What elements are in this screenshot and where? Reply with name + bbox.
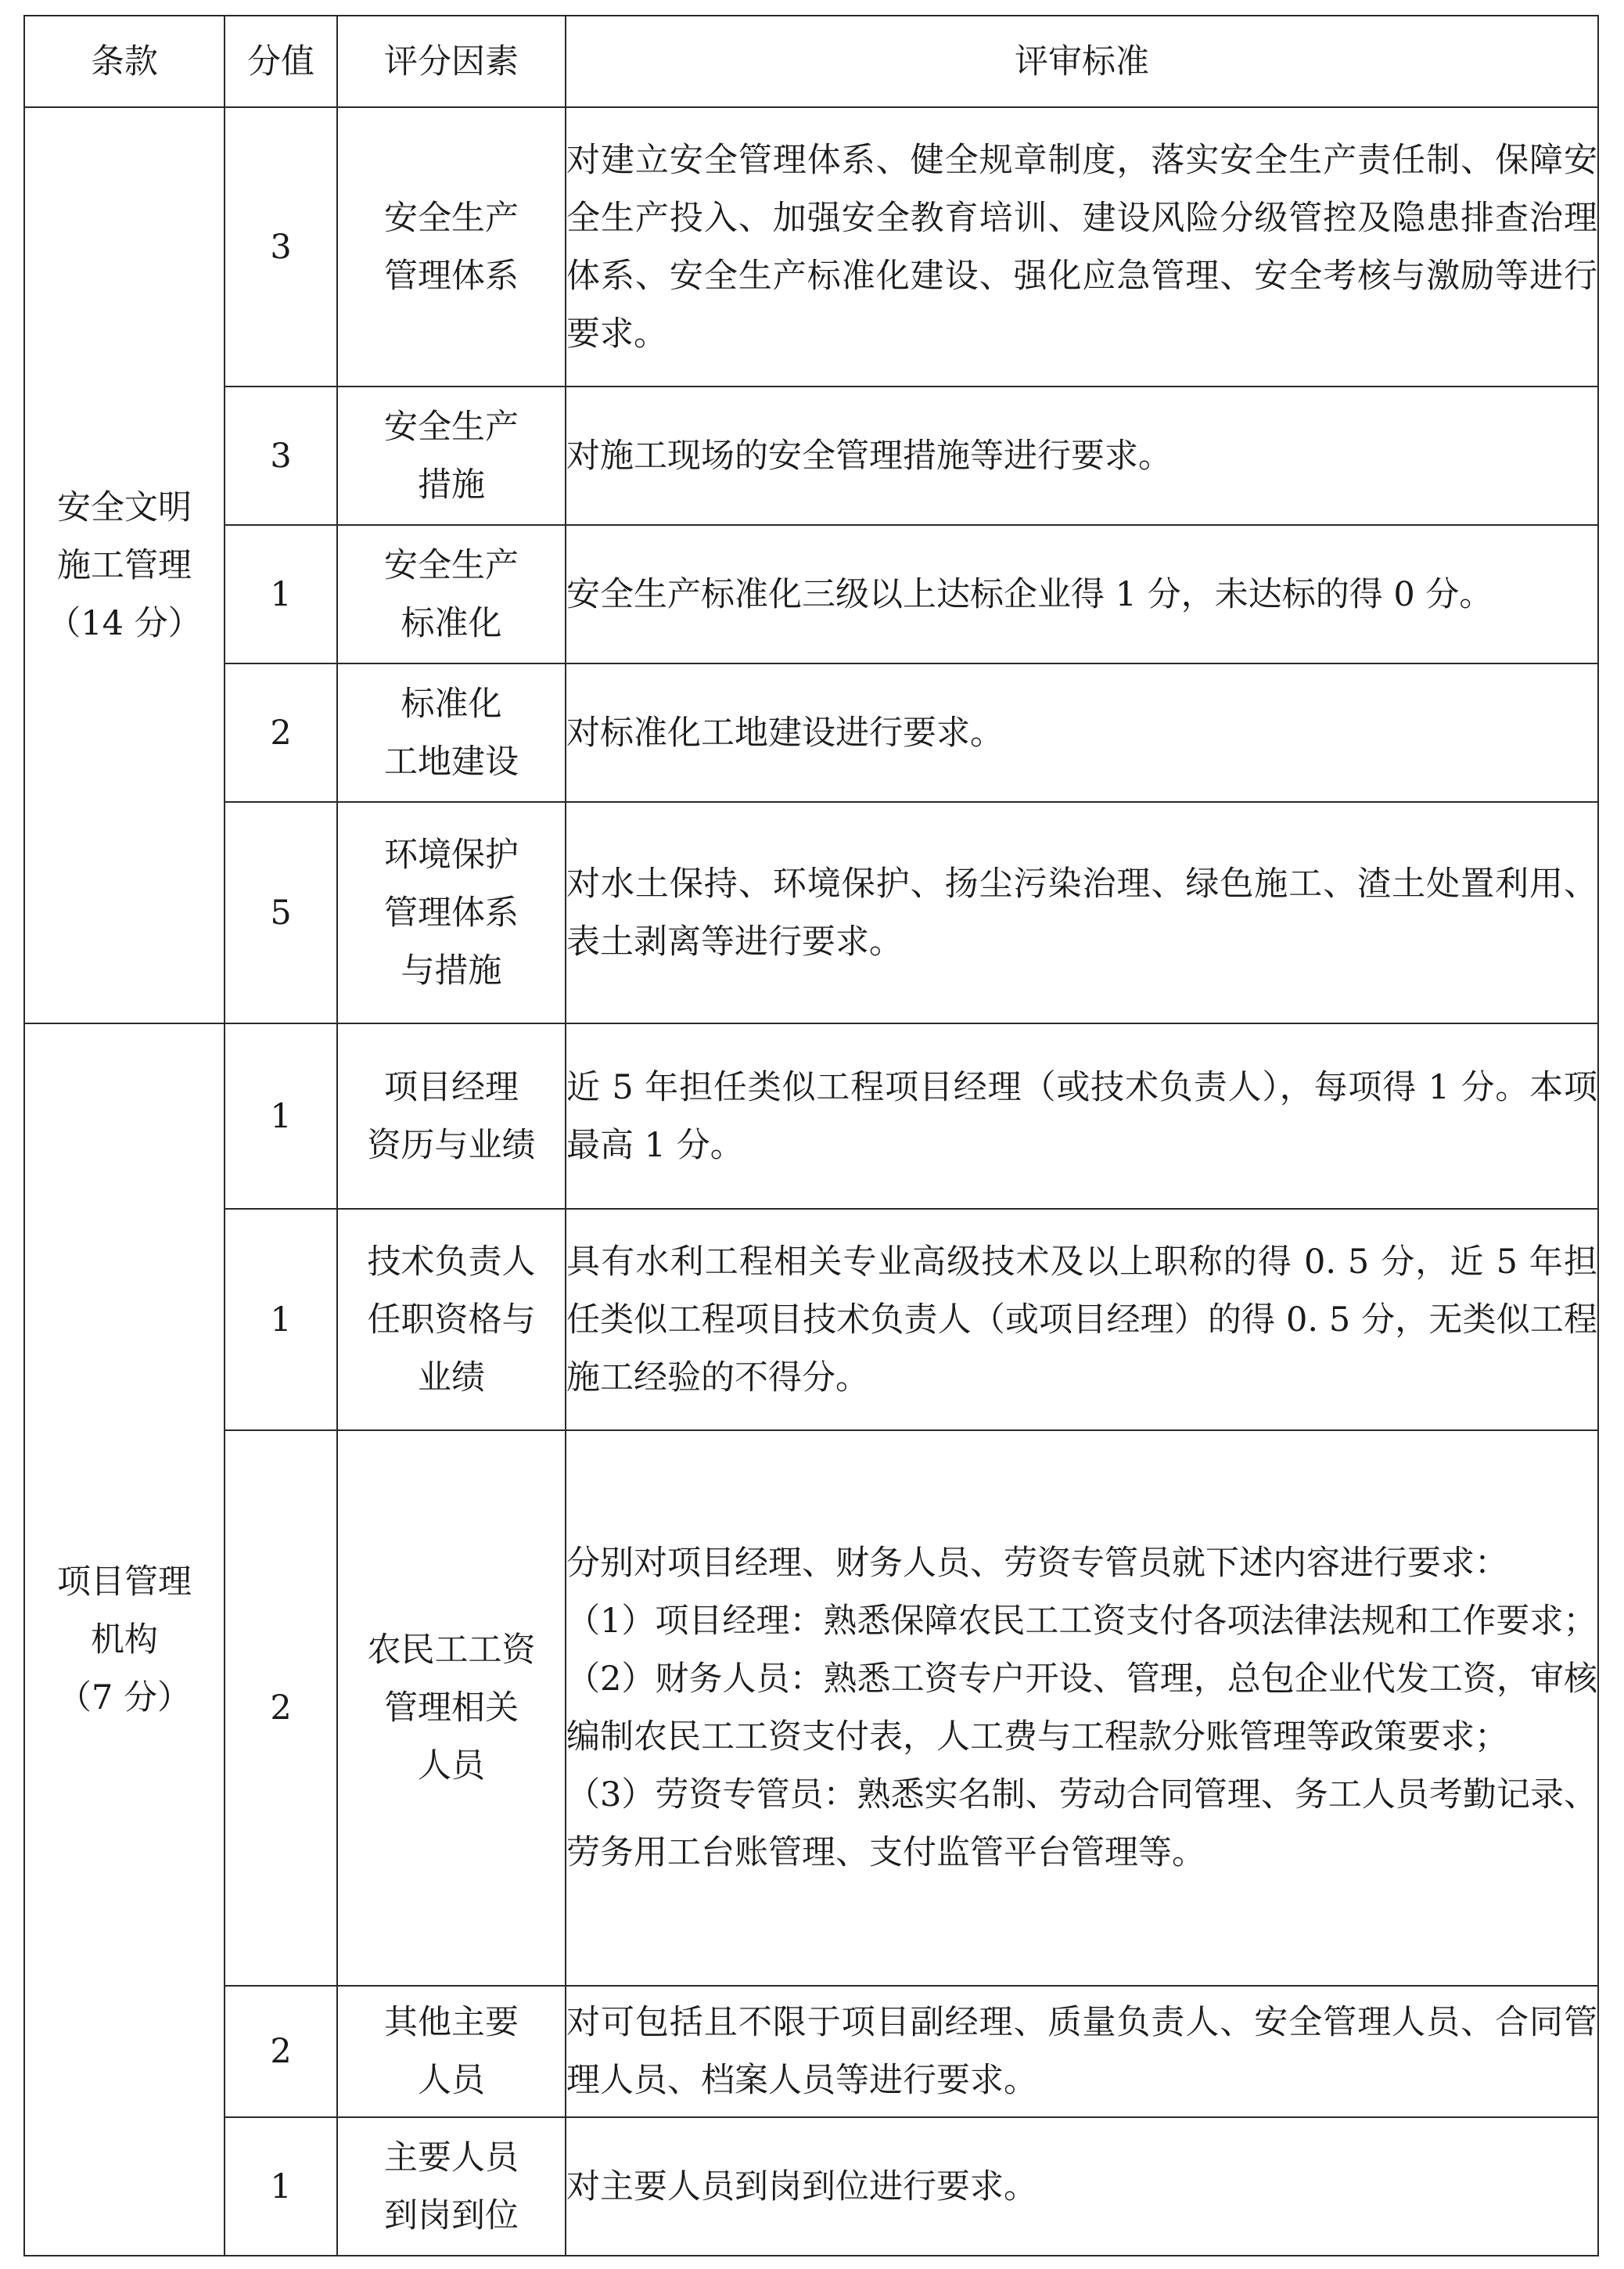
factor-cell: 技术负责人 任职资格与 业绩 [337,1209,566,1430]
score-cell: 3 [225,387,337,525]
table-row [24,387,1598,525]
factor-cell: 环境保护 管理体系 与措施 [337,802,566,1023]
factor-cell: 标准化 工地建设 [337,663,566,802]
score-cell: 3 [225,107,337,387]
score-cell: 1 [225,525,337,663]
clause-project-management: 项目管理 机构 （7 分） [24,1023,225,2256]
table-row [24,2117,1598,2256]
score-cell: 1 [225,1023,337,1209]
table-row [24,1430,1598,1986]
factor-cell: 其他主要 人员 [337,1986,566,2117]
header-clause: 条款 [24,16,225,107]
criteria-cell: 分别对项目经理、财务人员、劳资专管员就下述内容进行要求： （1）项目经理：熟悉保障农民工工资支付各项法律法规和工作要求； （2）财务人员：熟悉工资专户开设、管理，总包企业代发工资，审核编制农民工工资支付表，人工费与工程款分账管理等政策要求； （3）劳资专管员：熟悉实名制、劳动合同管理、务工人员考勤记录、劳务用工台账管理、支付监管平台管理等。 [566,1430,1598,1986]
factor-cell: 主要人员 到岗到位 [337,2117,566,2256]
factor-cell: 安全生产 措施 [337,387,566,525]
score-cell: 1 [225,2117,337,2256]
criteria-cell: 对可包括且不限于项目副经理、质量负责人、安全管理人员、合同管理人员、档案人员等进行要求。 [566,1986,1598,2117]
header-row [24,16,1598,107]
criteria-cell: 对主要人员到岗到位进行要求。 [566,2117,1598,2256]
table-row [24,107,1598,387]
header-score: 分值 [225,16,337,107]
factor-cell: 农民工工资 管理相关 人员 [337,1430,566,1986]
table-row [24,1986,1598,2117]
score-cell: 2 [225,1986,337,2117]
criteria-cell: 对施工现场的安全管理措施等进行要求。 [566,387,1598,525]
criteria-cell: 具有水利工程相关专业高级技术及以上职称的得 0. 5 分，近 5 年担任类似工程项目技术负责人（或项目经理）的得 0. 5 分，无类似工程施工经验的不得分。 [566,1209,1598,1430]
header-criteria: 评审标准 [566,16,1598,107]
criteria-cell: 安全生产标准化三级以上达标企业得 1 分，未达标的得 0 分。 [566,525,1598,663]
criteria-cell: 对水土保持、环境保护、扬尘污染治理、绿色施工、渣土处置利用、表土剥离等进行要求。 [566,802,1598,1023]
header-factor: 评分因素 [337,16,566,107]
table-row [24,802,1598,1023]
table-row [24,1209,1598,1430]
score-cell: 5 [225,802,337,1023]
clause-safety: 安全文明 施工管理 （14 分） [24,107,225,1023]
criteria-cell: 近 5 年担任类似工程项目经理（或技术负责人），每项得 1 分。本项最高 1 分。 [566,1023,1598,1209]
factor-cell: 安全生产 标准化 [337,525,566,663]
table-row [24,1023,1598,1209]
criteria-cell: 对建立安全管理体系、健全规章制度，落实安全生产责任制、保障安全生产投入、加强安全教育培训、建设风险分级管控及隐患排查治理体系、安全生产标准化建设、强化应急管理、安全考核与激励等进行要求。 [566,107,1598,387]
factor-cell: 项目经理 资历与业绩 [337,1023,566,1209]
table-row [24,663,1598,802]
table-row [24,525,1598,663]
criteria-cell: 对标准化工地建设进行要求。 [566,663,1598,802]
scoring-table [23,15,1599,2256]
score-cell: 2 [225,1430,337,1986]
score-cell: 1 [225,1209,337,1430]
factor-cell: 安全生产 管理体系 [337,107,566,387]
score-cell: 2 [225,663,337,802]
